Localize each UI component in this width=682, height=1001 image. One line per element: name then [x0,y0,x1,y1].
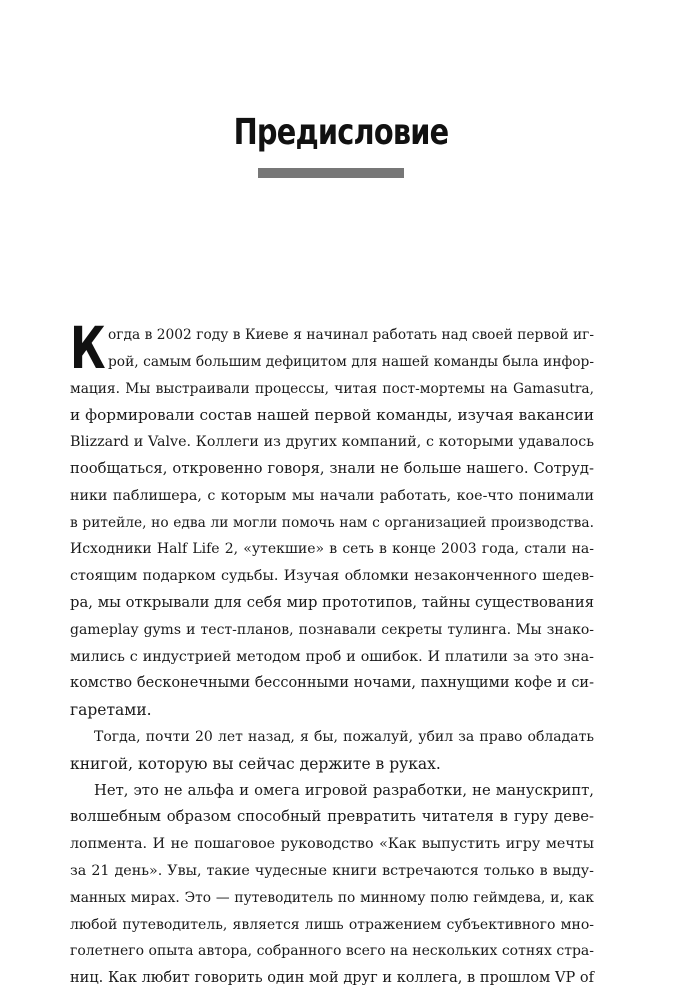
text-line: волшебным образом способный превратить читателя в гуру деве- [70,808,594,826]
text-line: Тогда, почти 20 лет назад, я бы, пожалуй, убил за право обладать [94,728,594,745]
text-line: рой, самым большим дефицитом для нашей команды была инфор- [108,353,594,370]
text-line: пообщаться, откровенно говоря, знали не больше нашего. Сотруд- [70,459,594,477]
drop-cap: К [70,314,106,382]
text-line: ра, мы открывали для себя мир прототипов, тайны существования [70,593,594,611]
text-line: стоящим подарком судьбы. Изучая обломки незаконченного шедев- [70,568,594,585]
text-line: огда в 2002 году в Киеве я начинал работать над своей первой иг- [108,327,594,343]
text-line: Blizzard и Valve. Коллеги из других компаний, с которыми удавалось [70,434,594,451]
chapter-title: Предисловие [233,112,449,153]
text-line: книгой, которую вы сейчас держите в руках. [70,754,441,773]
text-line: в ритейле, но едва ли могли помочь нам с организацией производства. [70,514,594,531]
text-line: мация. Мы выстраивали процессы, читая пост-мортемы на Gamasutra, [70,380,594,397]
text-line: ниц. Как любит говорить один мой друг и коллега, в прошлом VP of [70,970,594,987]
text-line: манных мирах. Это — путеводитель по минному полю геймдева, и, как [70,889,594,906]
text-line: gameplay gyms и тест-планов, познавали секреты тулинга. Мы знако- [70,621,594,638]
text-line: мились с индустрией методом проб и ошибок. И платили за это зна- [70,648,594,665]
text-line: Исходники Half Life 2, «утекшие» в сеть в конце 2003 года, стали на- [70,541,594,558]
text-line: комство бесконечными бессонными ночами, пахнущими кофе и си- [70,675,594,692]
text-line: лопмента. И не пошаговое руководство «Как выпустить игру мечты [70,836,594,853]
text-line: любой путеводитель, является лишь отражением субъективного мно- [70,916,594,933]
text-line: ники паблишера, с которым мы начали работать, кое-что понимали [70,487,594,504]
text-line: за 21 день». Увы, такие чудесные книги встречаются только в выду- [70,862,594,879]
title-underline-bar [258,168,404,178]
text-line: и формировали состав нашей первой команды, изучая вакансии [70,406,594,425]
text-line: гаретами. [70,701,152,720]
body-text [70,314,594,992]
text-line: голетнего опыта автора, собранного всего на нескольких сотнях стра- [70,943,594,960]
text-line: Нет, это не альфа и омега игровой разработки, не манускрипт, [94,781,594,799]
